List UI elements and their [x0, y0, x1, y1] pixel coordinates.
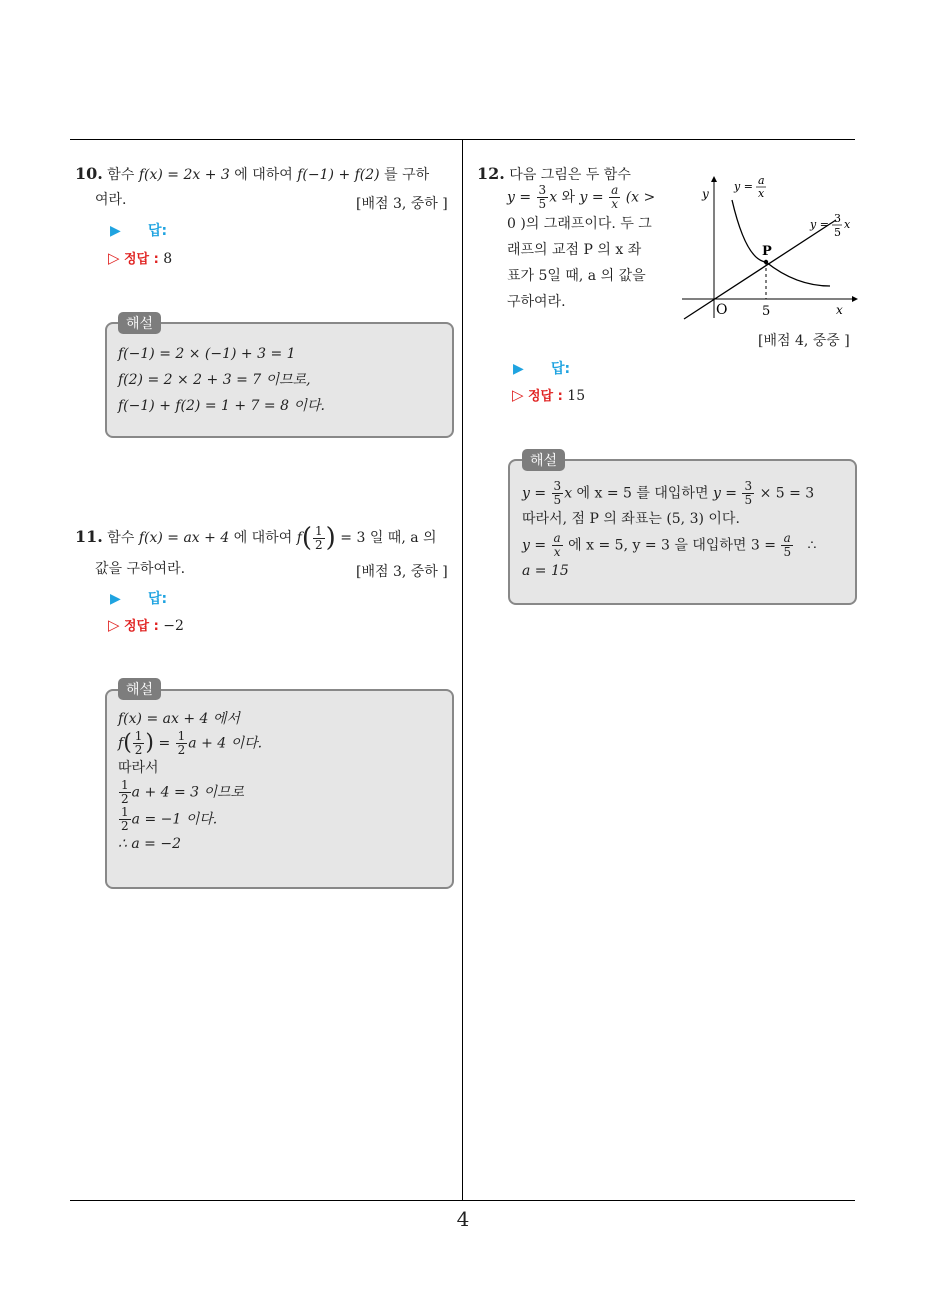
- solution-tag: 해설: [522, 449, 565, 471]
- bottom-rule: [70, 1200, 855, 1201]
- triangle-outline-icon: ▷: [108, 616, 120, 634]
- question-number: 12.: [477, 164, 505, 183]
- question-11-line2: 값을 구하여라.: [95, 561, 186, 577]
- play-icon: ▶: [110, 591, 121, 607]
- answer-10: ▶ 답:: [110, 223, 168, 239]
- svg-text:3: 3: [834, 212, 841, 225]
- column-divider: [462, 139, 463, 1201]
- question-12: 12. 다음 그림은 두 함수: [477, 164, 631, 183]
- solution-10: f(−1) = 2 × (−1) + 3 = 1 f(2) = 2 × 2 + 3 = 7 이므로, f(−1) + f(2) = 1 + 7 = 8 이다.: [118, 346, 325, 414]
- question-number: 10.: [75, 164, 103, 183]
- svg-text:5: 5: [834, 226, 841, 239]
- solution-tag: 해설: [118, 678, 161, 700]
- svg-text:y =: y =: [810, 218, 829, 231]
- origin-label: O: [716, 302, 728, 318]
- correct-11: ▷ 정답 : −2: [108, 616, 184, 634]
- answer-12: ▶ 답:: [513, 361, 571, 377]
- y-axis-label: y: [702, 187, 709, 201]
- question-number: 11.: [75, 527, 103, 546]
- question-10-line2: 여라.: [95, 192, 127, 208]
- solution-11: f(x) = ax + 4 에서 f( $\frac{1}{2}$ ) = $\frac{1}{2}$ a + 4 이다. 따라서 $\frac{1}{2}$ a + 4 = 3 이므로 $\frac{1}{2}$ a = −1 이다. ∴ a = −2: [118, 711, 263, 852]
- fraction: $\frac{1}{2}$: [315, 523, 323, 552]
- solution-12: y = $\frac{3}{5}$ x 에 x = 5 를 대입하면 y = $\frac{3}{5}$ × 5 = 3 따라서, 점 P 의 좌표는 (5, 3) 이다. y = $\frac{a}{x}$ 에 x = 5, y = 3 을 대입하면 3 = $\frac{a}{5}$ ∴ a = 15: [522, 479, 817, 579]
- question-12-body: y = $\frac{3}{5}$ x 와 y = $\frac{a}{x}$ (x > 0 )의 그래프이다. 두 그 래프의 교점 P 의 x 좌 표가 5일 때, a 의 값을 구하여라.: [507, 183, 656, 310]
- triangle-outline-icon: ▷: [108, 249, 120, 267]
- answer-11: ▶ 답:: [110, 591, 168, 607]
- x-axis-label: x: [836, 303, 843, 317]
- page-number: 4: [456, 1207, 470, 1231]
- graph: [676, 168, 858, 320]
- triangle-outline-icon: ▷: [512, 386, 524, 404]
- svg-text:y =: y =: [734, 180, 753, 193]
- question-10: 10. 함수 f(x) = 2x + 3 에 대하여 f(−1) + f(2) 를 구하: [75, 164, 430, 183]
- svg-text:x: x: [758, 187, 765, 200]
- svg-text:a: a: [758, 174, 765, 187]
- arrow-right-icon: [852, 296, 858, 302]
- point-p: P: [762, 244, 772, 259]
- play-icon: ▶: [513, 361, 524, 377]
- tick-5: 5: [762, 304, 771, 319]
- question-12-meta: [배점 4, 중중 ]: [758, 333, 850, 349]
- svg-text:x: x: [844, 218, 851, 231]
- correct-12: ▷ 정답 : 15: [512, 386, 586, 404]
- question-11-meta: [배점 3, 중하 ]: [356, 564, 448, 580]
- play-icon: ▶: [110, 223, 121, 239]
- correct-10: ▷ 정답 : 8: [108, 249, 173, 267]
- arrow-up-icon: [711, 176, 717, 182]
- solution-tag: 해설: [118, 312, 161, 334]
- question-10-meta: [배점 3, 중하 ]: [356, 196, 448, 212]
- question-11: 11. 함수 f(x) = ax + 4 에 대하여 f( $\frac{1}{2}$ ) = 3 일 때, a 의: [75, 523, 437, 553]
